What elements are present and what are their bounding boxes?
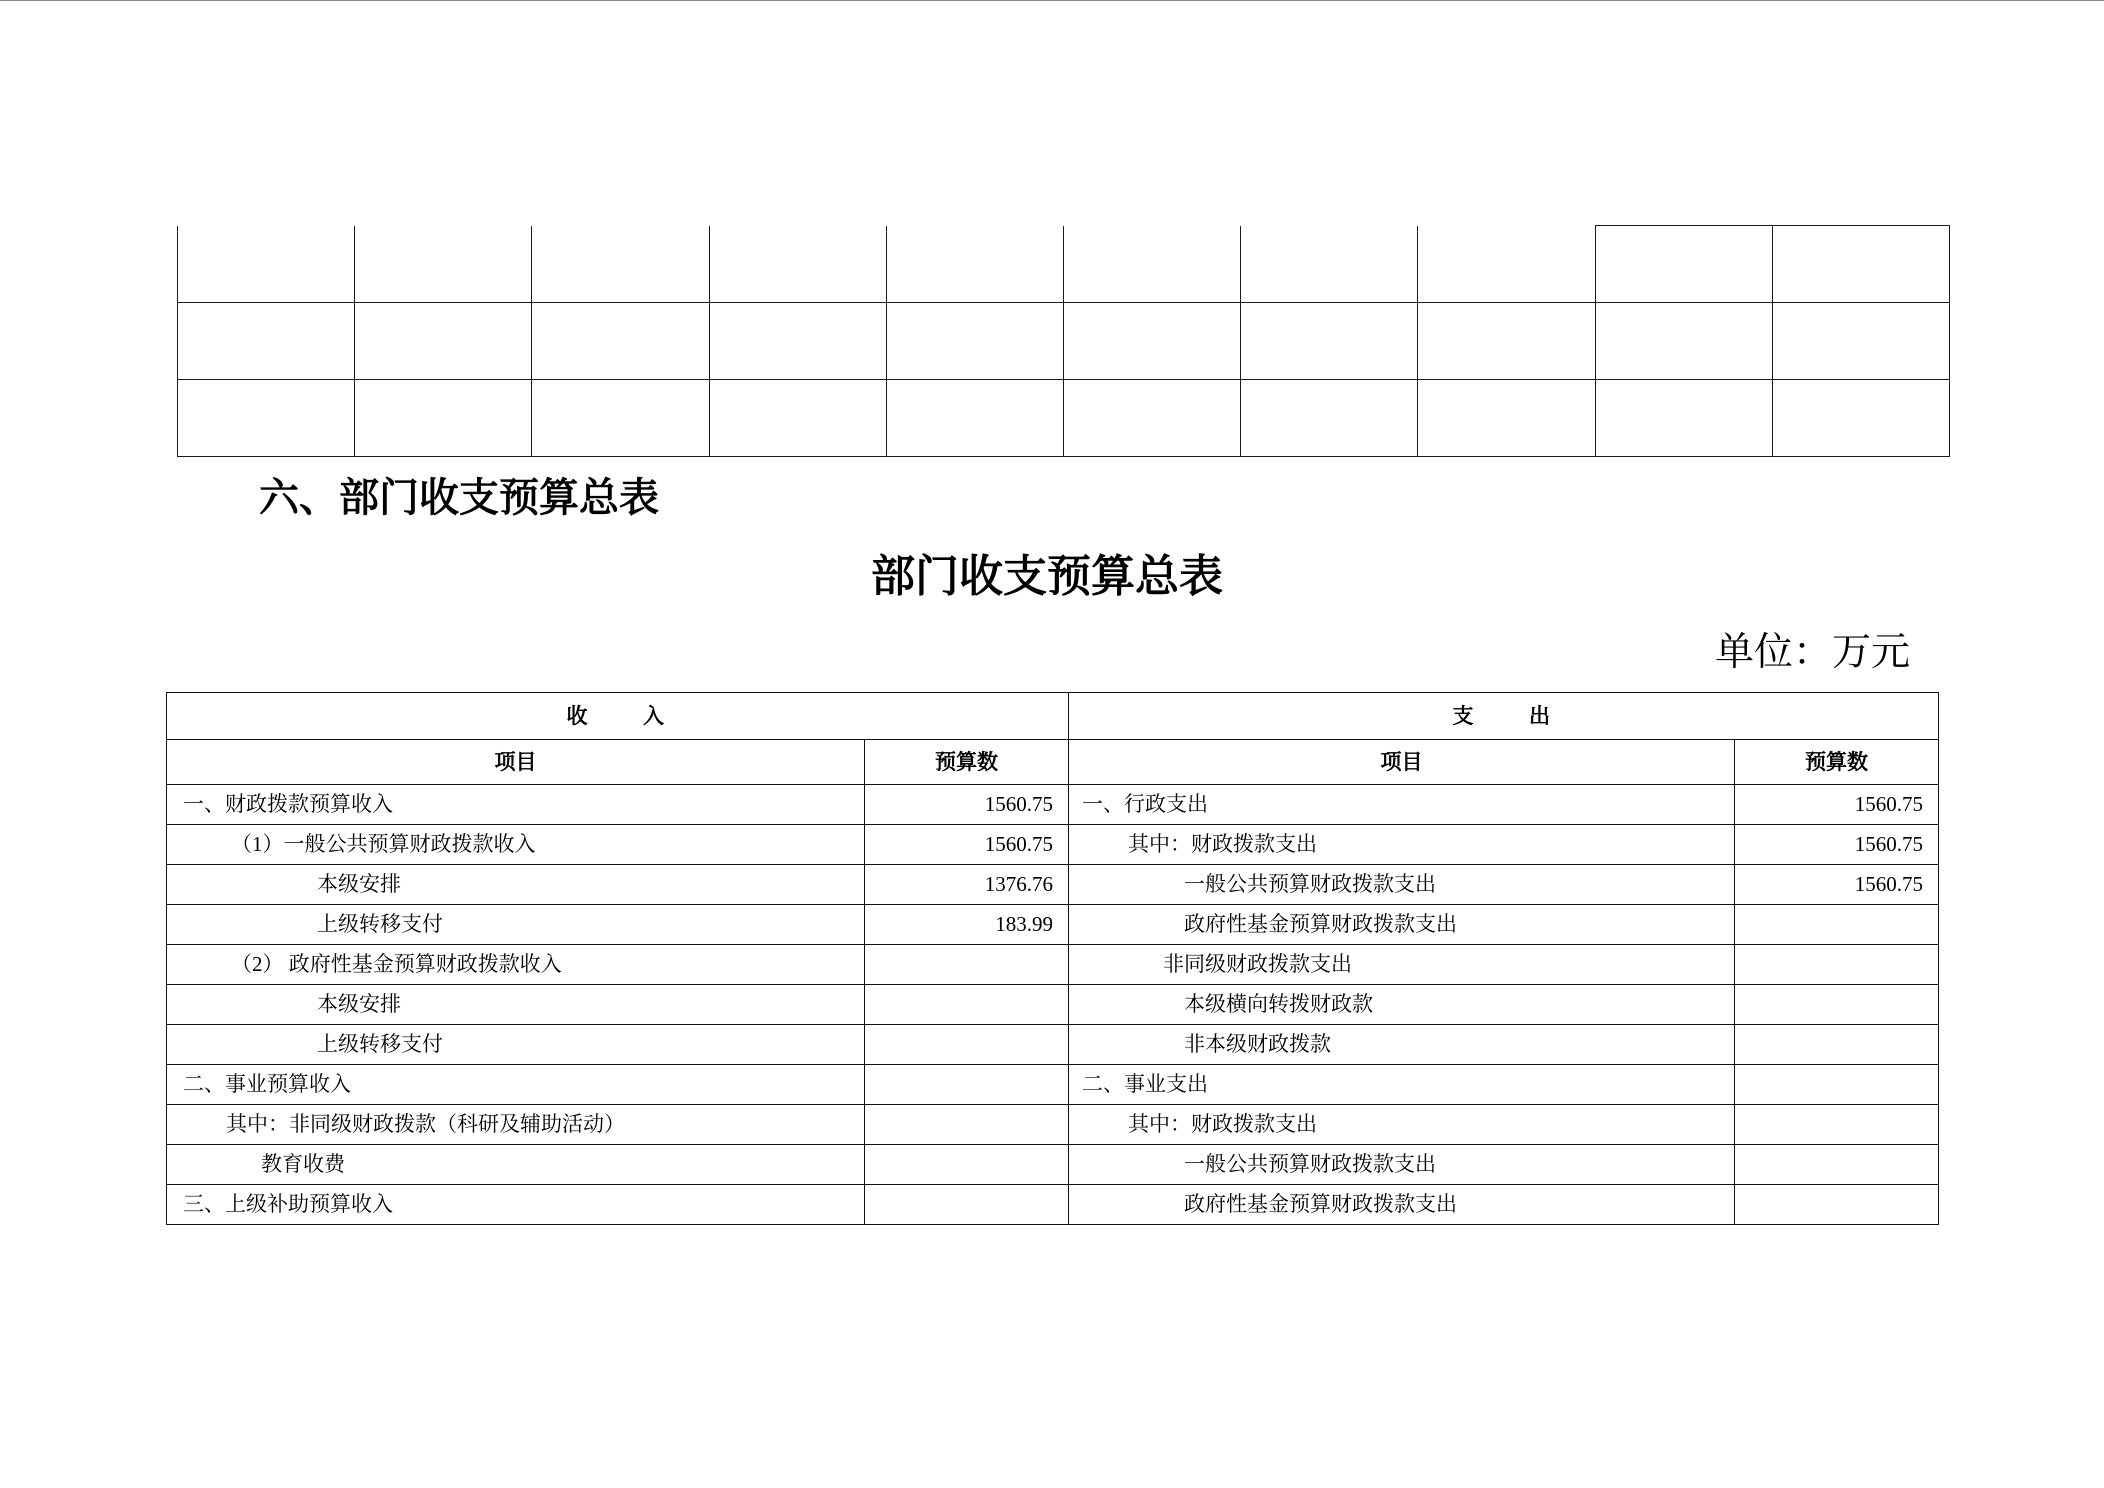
- table-row: [167, 905, 1939, 945]
- income-amount-cell: [865, 985, 1069, 1025]
- table-row: [167, 1105, 1939, 1145]
- expense-amount-cell: 1560.75: [1735, 865, 1939, 905]
- expense-amount-cell: 1560.75: [1735, 825, 1939, 865]
- expense-item-cell: 一、行政支出: [1069, 785, 1735, 825]
- table-row: [167, 985, 1939, 1025]
- expense-item-cell: 二、事业支出: [1069, 1065, 1735, 1105]
- income-item-cell: 三、上级补助预算收入: [167, 1185, 865, 1225]
- table-row: [167, 825, 1939, 865]
- blank-grid-cell: [1418, 380, 1595, 457]
- expense-item-cell: 其中：财政拨款支出: [1069, 1105, 1735, 1145]
- blank-grid-cell: [532, 226, 709, 303]
- table-row: [167, 1025, 1939, 1065]
- expense-item-column-header: 项目: [1069, 740, 1735, 785]
- blank-grid-cell: [1772, 226, 1949, 303]
- blank-grid-cell: [1772, 303, 1949, 380]
- expense-group-header: 支 出: [1069, 693, 1939, 740]
- expense-item-cell: 政府性基金预算财政拨款支出: [1069, 1185, 1735, 1225]
- blank-grid-cell: [886, 226, 1063, 303]
- table-column-header-row: [167, 740, 1939, 785]
- table-row: [167, 785, 1939, 825]
- income-amount-column-header: 预算数: [865, 740, 1069, 785]
- income-item-cell: （2） 政府性基金预算财政拨款收入: [167, 945, 865, 985]
- table-row: [167, 1065, 1939, 1105]
- expense-item-cell: 本级横向转拨财政款: [1069, 985, 1735, 1025]
- table-group-header-row: [167, 693, 1939, 740]
- table-row: [167, 1185, 1939, 1225]
- blank-grid-row: [178, 380, 1950, 457]
- blank-grid-row: [178, 226, 1950, 303]
- income-amount-cell: [865, 1025, 1069, 1065]
- blank-grid-cell: [355, 303, 532, 380]
- blank-grid-cell: [1595, 303, 1772, 380]
- expense-amount-cell: [1735, 1145, 1939, 1185]
- blank-grid-cell: [1241, 226, 1418, 303]
- expense-amount-cell: 1560.75: [1735, 785, 1939, 825]
- expense-item-cell: 其中：财政拨款支出: [1069, 825, 1735, 865]
- blank-grid-cell: [178, 380, 355, 457]
- income-item-cell: 教育收费: [167, 1145, 865, 1185]
- table-row: [167, 945, 1939, 985]
- expense-amount-cell: [1735, 905, 1939, 945]
- expense-amount-cell: [1735, 945, 1939, 985]
- expense-amount-column-header: 预算数: [1735, 740, 1939, 785]
- blank-grid-cell: [1418, 226, 1595, 303]
- expense-amount-cell: [1735, 1105, 1939, 1145]
- income-item-cell: 本级安排: [167, 985, 865, 1025]
- blank-grid-cell: [1418, 303, 1595, 380]
- page-top-border: [0, 0, 2104, 1]
- blank-grid-table: [177, 225, 1950, 457]
- unit-label: 单位：万元: [1714, 631, 1910, 674]
- expense-item-cell: 非同级财政拨款支出: [1069, 945, 1735, 985]
- income-amount-cell: [865, 1145, 1069, 1185]
- income-amount-cell: 1560.75: [865, 825, 1069, 865]
- blank-grid-cell: [1595, 226, 1772, 303]
- income-amount-cell: 183.99: [865, 905, 1069, 945]
- section-heading: 六、部门收支预算总表: [259, 475, 659, 521]
- expense-amount-cell: [1735, 1025, 1939, 1065]
- income-item-cell: 上级转移支付: [167, 905, 865, 945]
- blank-grid-cell: [709, 226, 886, 303]
- budget-summary-table: [166, 692, 1939, 1225]
- blank-grid-cell: [532, 380, 709, 457]
- income-amount-cell: [865, 1185, 1069, 1225]
- blank-grid-cell: [1595, 380, 1772, 457]
- blank-grid-cell: [355, 380, 532, 457]
- blank-grid-cell: [1241, 380, 1418, 457]
- blank-grid-cell: [355, 226, 532, 303]
- blank-grid-cell: [1063, 303, 1240, 380]
- income-amount-cell: [865, 1065, 1069, 1105]
- blank-grid-cell: [1063, 226, 1240, 303]
- income-item-cell: 本级安排: [167, 865, 865, 905]
- blank-grid-cell: [1063, 380, 1240, 457]
- blank-grid-row: [178, 303, 1950, 380]
- income-item-column-header: 项目: [167, 740, 865, 785]
- page-title: 部门收支预算总表: [871, 551, 1223, 602]
- blank-grid-cell: [1772, 380, 1949, 457]
- expense-item-cell: 一般公共预算财政拨款支出: [1069, 1145, 1735, 1185]
- blank-grid-cell: [886, 380, 1063, 457]
- income-item-cell: 上级转移支付: [167, 1025, 865, 1065]
- expense-amount-cell: [1735, 1185, 1939, 1225]
- income-item-cell: 一、财政拨款预算收入: [167, 785, 865, 825]
- table-row: [167, 865, 1939, 905]
- expense-amount-cell: [1735, 985, 1939, 1025]
- expense-item-cell: 一般公共预算财政拨款支出: [1069, 865, 1735, 905]
- expense-item-cell: 非本级财政拨款: [1069, 1025, 1735, 1065]
- income-item-cell: （1）一般公共预算财政拨款收入: [167, 825, 865, 865]
- blank-grid-cell: [532, 303, 709, 380]
- income-item-cell: 其中：非同级财政拨款（科研及辅助活动）: [167, 1105, 865, 1145]
- expense-amount-cell: [1735, 1065, 1939, 1105]
- income-amount-cell: 1376.76: [865, 865, 1069, 905]
- income-amount-cell: 1560.75: [865, 785, 1069, 825]
- income-group-header: 收 入: [167, 693, 1069, 740]
- expense-item-cell: 政府性基金预算财政拨款支出: [1069, 905, 1735, 945]
- blank-grid-cell: [1241, 303, 1418, 380]
- blank-grid-cell: [709, 380, 886, 457]
- income-amount-cell: [865, 1105, 1069, 1145]
- blank-grid-cell: [886, 303, 1063, 380]
- income-amount-cell: [865, 945, 1069, 985]
- table-row: [167, 1145, 1939, 1185]
- income-item-cell: 二、事业预算收入: [167, 1065, 865, 1105]
- blank-grid-cell: [709, 303, 886, 380]
- blank-grid-cell: [178, 226, 355, 303]
- blank-grid-cell: [178, 303, 355, 380]
